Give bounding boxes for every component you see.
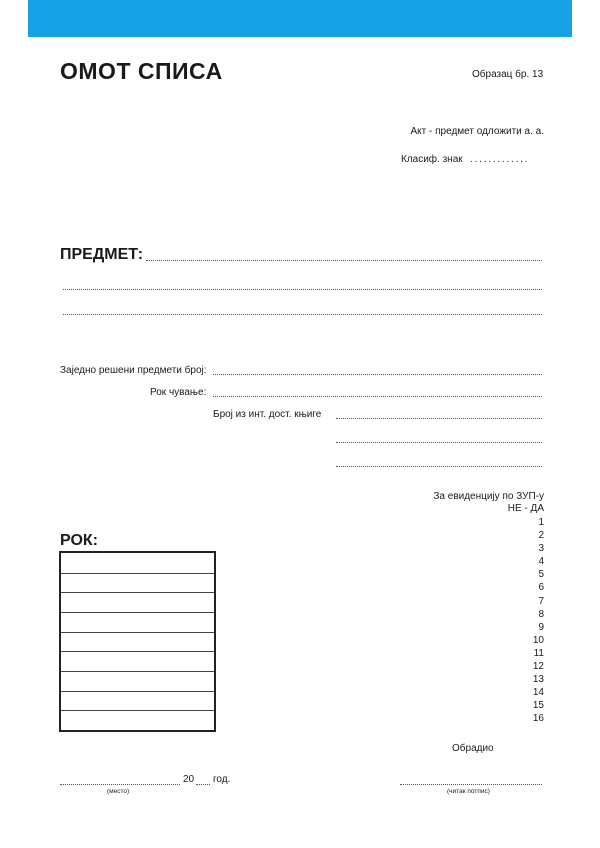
place-line[interactable] [60,784,180,785]
zup-number: 9 [538,621,544,633]
zup-number: 11 [533,647,544,659]
deadline-label: РОК: [60,532,98,549]
place-caption: (место) [107,788,130,795]
zup-number: 2 [538,530,544,542]
zup-number: 10 [532,634,544,646]
deadline-table[interactable] [59,551,216,732]
subject-line-1[interactable] [146,260,542,261]
subject-line-2[interactable] [63,289,542,290]
book-number-line-3[interactable] [336,466,542,467]
year-line[interactable] [196,784,210,785]
retention-label: Рок чување: [150,387,207,398]
signature-caption: (читак потпис) [447,788,490,795]
signature-line[interactable] [400,784,542,785]
zup-number-list [514,516,544,726]
deadline-row-divider [61,651,214,652]
zup-label: За евиденцију по ЗУП-у [433,491,544,502]
deadline-row-divider [61,592,214,593]
zup-number: 12 [532,661,544,673]
zup-number: 8 [538,608,544,620]
zup-number: 7 [538,595,544,607]
deadline-row-divider [61,671,214,672]
zup-number: 6 [538,582,544,594]
subject-label: ПРЕДМЕТ: [60,246,144,263]
zup-number: 15 [532,700,544,712]
act-storage-line: Акт - предмет одложити а. а. [410,126,544,137]
deadline-row-divider [61,573,214,574]
deadline-row-divider [61,612,214,613]
year-prefix: 20 [183,774,195,785]
subject-line-3[interactable] [63,314,542,315]
jointly-resolved-line[interactable] [213,374,542,375]
book-number-line-2[interactable] [336,442,542,443]
zup-number: 13 [532,674,544,686]
retention-line[interactable] [213,396,542,397]
book-number-line-1[interactable] [336,418,542,419]
zup-number: 4 [538,556,544,568]
deadline-row-divider [61,691,214,692]
header-color-band [28,0,572,37]
zup-options: НЕ - ДА [507,503,544,514]
processed-by-label: Обрадио [452,743,494,754]
year-suffix: год. [213,774,231,785]
zup-number: 3 [538,543,544,555]
deadline-row-divider [61,710,214,711]
book-number-label: Број из инт. дост. књиге [213,409,322,420]
zup-number: 5 [538,569,544,581]
jointly-resolved-label: Заједно решени предмети број: [60,365,207,376]
zup-number: 16 [532,713,544,725]
classification-dots: . . . . . . . . . . . . . [470,154,527,165]
classification-label: Класиф. знак [401,154,463,165]
document-title: ОМОТ СПИСА [60,58,223,84]
zup-number: 1 [538,517,544,528]
form-number: Образац бр. 13 [472,69,544,80]
zup-number: 14 [532,687,544,699]
deadline-row-divider [61,632,214,633]
